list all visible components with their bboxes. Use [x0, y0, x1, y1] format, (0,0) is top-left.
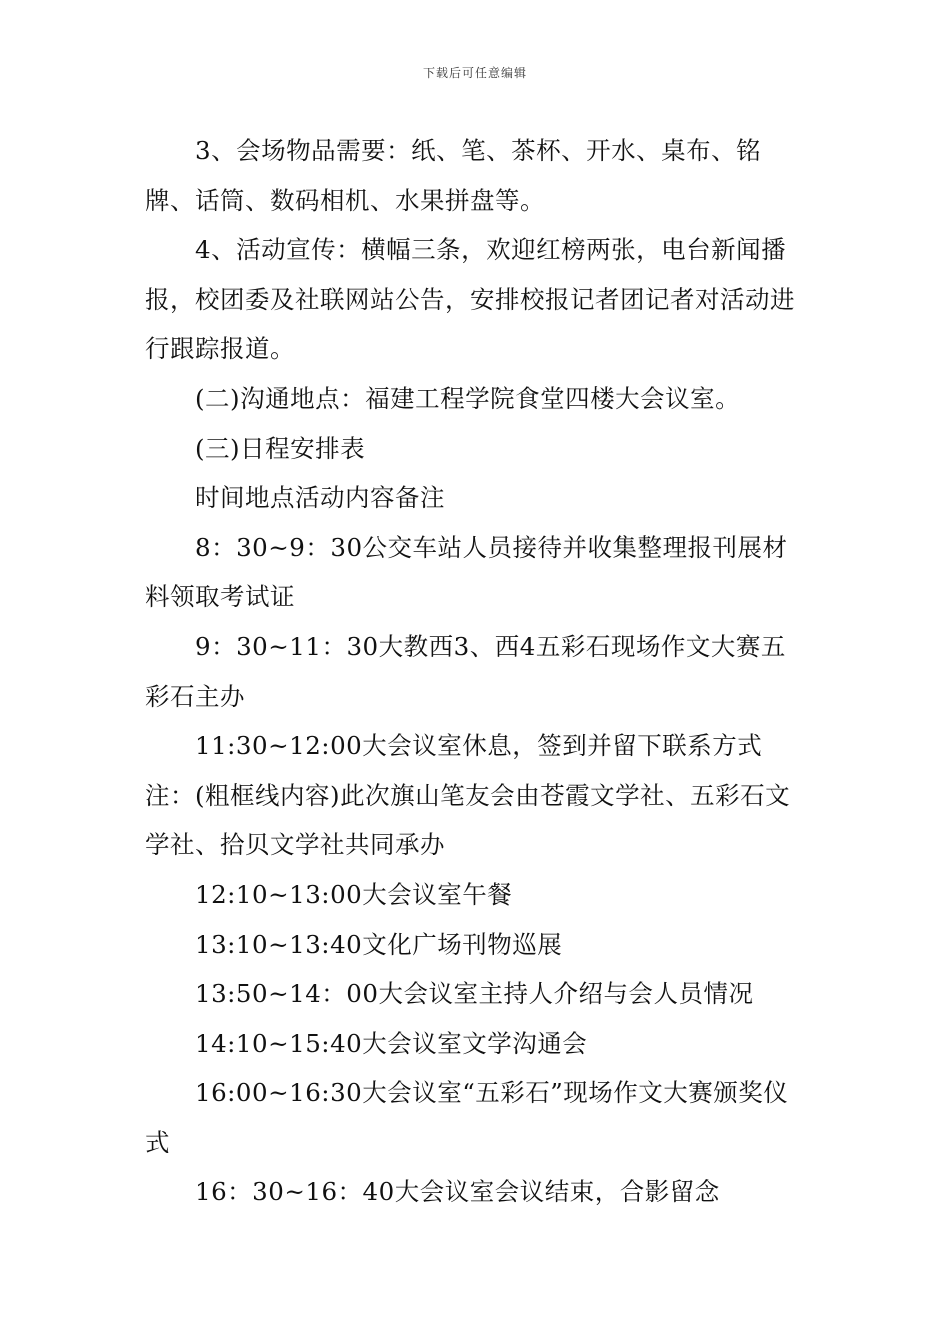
paragraph-schedule-columns: 时间地点活动内容备注 — [195, 483, 445, 513]
schedule-item: 13:10~13:40文化广场刊物巡展 — [195, 929, 563, 959]
schedule-item: 11:30~12:00大会议室休息，签到并留下联系方式注：(粗框线内容)此次旗山笔友会由苍霞文学社、五彩石文学社、拾贝文学社共同承办 — [145, 731, 791, 860]
schedule-item: 9：30~11：30大教西3、西4五彩石现场作文大赛五彩石主办 — [145, 631, 786, 711]
paragraph-publicity: 4、活动宣传：横幅三条，欢迎红榜两张，电台新闻播报，校团委及社联网站公告，安排校报记者团记者对活动进行跟踪报道。 — [145, 235, 795, 364]
paragraph-schedule-heading: (三)日程安排表 — [195, 433, 366, 463]
schedule-item: 14:10~15:40大会议室文学沟通会 — [195, 1028, 588, 1058]
paragraph-venue-items: 3、会场物品需要：纸、笔、茶杯、开水、桌布、铭牌、话筒、数码相机、水果拼盘等。 — [145, 136, 762, 215]
paragraph-location: (二)沟通地点：福建工程学院食堂四楼大会议室。 — [195, 383, 741, 413]
page-header: 下载后可任意编辑 — [422, 66, 527, 80]
schedule-item: 8：30~9：30公交车站人员接待并收集整理报刊展材料领取考试证 — [145, 532, 788, 612]
schedule-item: 16:00~16:30大会议室“五彩石”现场作文大赛颁奖仪式 — [145, 1078, 789, 1157]
document-body — [145, 126, 807, 1217]
schedule-item: 16：30~16：40大会议室会议结束，合影留念 — [195, 1177, 720, 1207]
schedule-item: 13:50~14：00大会议室主持人介绍与会人员情况 — [195, 979, 754, 1009]
schedule-item: 12:10~13:00大会议室午餐 — [195, 879, 513, 909]
